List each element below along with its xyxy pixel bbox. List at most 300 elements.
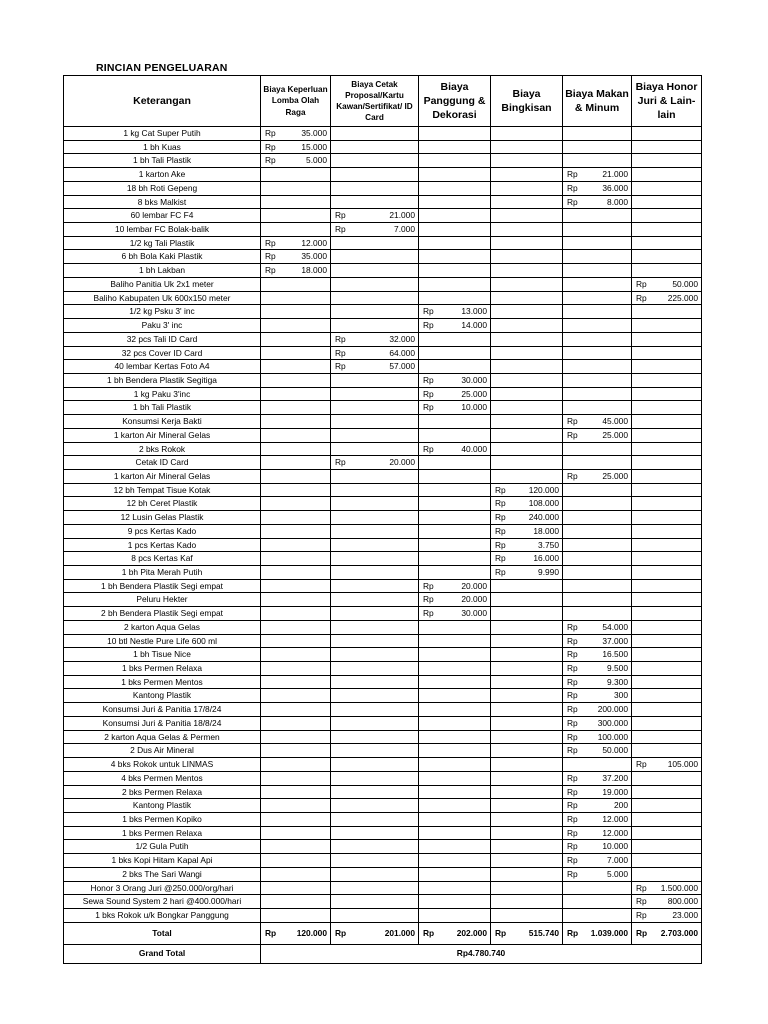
amount-cell <box>331 497 419 511</box>
amount-cell <box>632 730 702 744</box>
amount-cell <box>331 758 419 772</box>
amount-value: 12.000 <box>602 827 628 838</box>
amount-cell <box>261 469 331 483</box>
amount-cell <box>419 195 491 209</box>
amount-cell <box>632 195 702 209</box>
amount-value: 300.000 <box>597 717 628 728</box>
amount-cell <box>632 908 702 922</box>
currency-label: Rp <box>335 210 346 221</box>
amount-cell <box>331 785 419 799</box>
currency-label: Rp <box>423 402 434 413</box>
amount-cell <box>261 812 331 826</box>
row-description: 1 karton Ake <box>64 168 261 182</box>
amount-cell <box>419 140 491 154</box>
header-olah-raga: Biaya Keperluan Lomba Olah Raga <box>261 76 331 127</box>
table-row <box>64 854 702 868</box>
currency-label: Rp <box>495 927 507 938</box>
row-description: 1/2 Gula Putih <box>64 840 261 854</box>
amount-value: 10.000 <box>461 402 487 413</box>
row-description: Baliho Panitia Uk 2x1 meter <box>64 277 261 291</box>
amount-cell <box>563 127 632 141</box>
amount-cell <box>563 360 632 374</box>
amount-cell <box>563 607 632 621</box>
amount-value: 9.500 <box>607 663 628 674</box>
amount-cell <box>632 140 702 154</box>
currency-label: Rp <box>567 813 578 824</box>
amount-cell <box>261 524 331 538</box>
currency-label: Rp <box>265 128 276 138</box>
row-description: 1 bks Permen Relaxa <box>64 826 261 840</box>
amount-cell <box>491 648 563 662</box>
amount-value: 300 <box>614 690 628 701</box>
amount-cell <box>563 181 632 195</box>
amount-cell <box>563 277 632 291</box>
amount-cell <box>563 456 632 470</box>
amount-cell <box>632 277 702 291</box>
amount-cell <box>632 168 702 182</box>
currency-label: Rp <box>567 841 578 852</box>
amount-cell <box>419 236 491 250</box>
amount-cell <box>563 401 632 415</box>
row-description: 1 bh Bendera Plastik Segi empat <box>64 579 261 593</box>
amount-cell <box>563 771 632 785</box>
amount-cell <box>419 209 491 223</box>
row-description: 2 karton Aqua Gelas & Permen <box>64 730 261 744</box>
amount-cell <box>491 428 563 442</box>
amount-cell <box>419 675 491 689</box>
amount-cell <box>261 223 331 237</box>
table-row <box>64 799 702 813</box>
amount-cell <box>632 579 702 593</box>
amount-cell <box>563 346 632 360</box>
amount-cell <box>491 634 563 648</box>
amount-cell <box>563 799 632 813</box>
amount-value: 800.000 <box>667 896 698 907</box>
amount-cell <box>261 566 331 580</box>
amount-cell <box>331 744 419 758</box>
row-description: 10 lembar FC Bolak-balik <box>64 223 261 237</box>
amount-cell <box>491 895 563 909</box>
table-row <box>64 689 702 703</box>
amount-cell <box>331 607 419 621</box>
amount-cell <box>331 634 419 648</box>
table-row <box>64 771 702 785</box>
amount-cell <box>491 332 563 346</box>
currency-label: Rp <box>636 882 647 893</box>
currency-label: Rp <box>335 333 346 344</box>
header-makan-minum: Biaya Makan & Minum <box>563 76 632 127</box>
amount-cell <box>331 566 419 580</box>
currency-label: Rp <box>567 704 578 715</box>
currency-label: Rp <box>567 416 578 427</box>
currency-label: Rp <box>335 347 346 358</box>
amount-cell <box>563 579 632 593</box>
amount-cell <box>331 524 419 538</box>
table-row <box>64 840 702 854</box>
amount-cell <box>261 607 331 621</box>
amount-value: 20.000 <box>389 457 415 468</box>
amount-cell <box>331 250 419 264</box>
amount-cell <box>632 469 702 483</box>
amount-cell <box>331 154 419 168</box>
amount-value: 12.000 <box>301 237 327 248</box>
row-description: 12 Lusin Gelas Plastik <box>64 511 261 525</box>
amount-cell <box>261 140 331 154</box>
amount-value: 54.000 <box>602 621 628 632</box>
amount-value: 30.000 <box>461 608 487 619</box>
currency-label: Rp <box>495 525 506 536</box>
table-row <box>64 758 702 772</box>
currency-label: Rp <box>423 927 435 938</box>
amount-cell <box>261 744 331 758</box>
amount-cell <box>331 264 419 278</box>
amount-cell <box>261 415 331 429</box>
amount-cell <box>491 442 563 456</box>
amount-cell <box>632 593 702 607</box>
amount-cell <box>419 566 491 580</box>
amount-cell <box>632 826 702 840</box>
amount-cell <box>632 305 702 319</box>
amount-cell <box>261 332 331 346</box>
amount-cell <box>632 511 702 525</box>
amount-value: 18.000 <box>533 525 559 536</box>
amount-cell <box>632 127 702 141</box>
amount-cell <box>419 168 491 182</box>
amount-cell <box>632 387 702 401</box>
amount-cell <box>491 291 563 305</box>
amount-cell <box>261 291 331 305</box>
table-row <box>64 442 702 456</box>
amount-cell <box>261 236 331 250</box>
amount-cell <box>632 497 702 511</box>
amount-cell <box>491 387 563 401</box>
currency-label: Rp <box>567 196 578 207</box>
amount-cell <box>261 799 331 813</box>
table-row <box>64 332 702 346</box>
table-row <box>64 181 702 195</box>
table-row <box>64 593 702 607</box>
table-row <box>64 264 702 278</box>
amount-cell <box>563 497 632 511</box>
amount-cell <box>331 895 419 909</box>
amount-cell <box>261 854 331 868</box>
amount-cell <box>331 854 419 868</box>
row-description: 2 bks Rokok <box>64 442 261 456</box>
amount-cell <box>491 716 563 730</box>
row-description: Konsumsi Juri & Panitia 17/8/24 <box>64 703 261 717</box>
amount-cell <box>419 744 491 758</box>
amount-cell <box>261 511 331 525</box>
amount-cell <box>419 428 491 442</box>
amount-cell <box>261 373 331 387</box>
row-description: 1 bks Rokok u/k Bongkar Panggung <box>64 908 261 922</box>
table-row <box>64 744 702 758</box>
amount-cell <box>491 566 563 580</box>
amount-value: 40.000 <box>461 443 487 454</box>
amount-cell <box>563 209 632 223</box>
row-description: 4 bks Permen Mentos <box>64 771 261 785</box>
amount-cell <box>419 264 491 278</box>
amount-cell <box>331 305 419 319</box>
amount-cell <box>563 223 632 237</box>
amount-value: 9.300 <box>607 676 628 687</box>
amount-cell <box>563 566 632 580</box>
row-description: 1 bks Permen Kopiko <box>64 812 261 826</box>
amount-cell <box>419 305 491 319</box>
amount-value: 30.000 <box>461 374 487 385</box>
currency-label: Rp <box>567 690 578 701</box>
amount-cell <box>491 373 563 387</box>
amount-cell <box>331 675 419 689</box>
amount-cell <box>563 264 632 278</box>
table-row <box>64 469 702 483</box>
currency-label: Rp <box>567 717 578 728</box>
amount-cell <box>563 908 632 922</box>
amount-cell <box>563 675 632 689</box>
amount-cell <box>419 703 491 717</box>
amount-cell <box>632 401 702 415</box>
amount-cell <box>491 593 563 607</box>
currency-label: Rp <box>423 594 434 605</box>
table-row <box>64 579 702 593</box>
total-cell <box>261 922 331 944</box>
currency-label: Rp <box>265 251 276 262</box>
currency-label: Rp <box>265 155 276 166</box>
amount-cell <box>563 826 632 840</box>
amount-cell <box>491 360 563 374</box>
amount-value: 57.000 <box>389 361 415 372</box>
amount-cell <box>419 634 491 648</box>
amount-cell <box>419 812 491 826</box>
amount-cell <box>261 428 331 442</box>
header-honor-juri: Biaya Honor Juri & Lain-lain <box>632 76 702 127</box>
row-description: 6 bh Bola Kaki Plastik <box>64 250 261 264</box>
amount-cell <box>632 360 702 374</box>
row-description: 4 bks Rokok untuk LINMAS <box>64 758 261 772</box>
amount-cell <box>419 620 491 634</box>
expense-table <box>63 75 702 964</box>
currency-label: Rp <box>567 745 578 756</box>
amount-cell <box>563 483 632 497</box>
amount-cell <box>261 634 331 648</box>
amount-cell <box>331 826 419 840</box>
amount-cell <box>261 675 331 689</box>
amount-cell <box>491 250 563 264</box>
amount-cell <box>419 785 491 799</box>
currency-label: Rp <box>423 306 434 317</box>
amount-cell <box>261 250 331 264</box>
amount-cell <box>563 812 632 826</box>
amount-cell <box>491 689 563 703</box>
amount-cell <box>261 908 331 922</box>
row-description: 1 bks Kopi Hitam Kapal Api <box>64 854 261 868</box>
amount-cell <box>331 127 419 141</box>
amount-cell <box>491 552 563 566</box>
currency-label: Rp <box>335 927 347 938</box>
total-value: 120.000 <box>296 927 327 938</box>
row-description: Paku 3' inc <box>64 319 261 333</box>
amount-cell <box>331 716 419 730</box>
amount-value: 23.000 <box>672 909 698 920</box>
table-row <box>64 401 702 415</box>
amount-cell <box>331 579 419 593</box>
amount-cell <box>419 127 491 141</box>
amount-cell <box>491 812 563 826</box>
amount-value: 25.000 <box>461 388 487 399</box>
amount-cell <box>491 236 563 250</box>
amount-cell <box>632 524 702 538</box>
table-row <box>64 236 702 250</box>
table-row <box>64 346 702 360</box>
amount-cell <box>491 277 563 291</box>
amount-cell <box>419 840 491 854</box>
amount-cell <box>419 758 491 772</box>
row-description: Konsumsi Kerja Bakti <box>64 415 261 429</box>
grand-total-value: Rp4.780.740 <box>261 944 702 963</box>
amount-cell <box>491 401 563 415</box>
table-row <box>64 291 702 305</box>
amount-cell <box>563 840 632 854</box>
amount-value: 36.000 <box>602 182 628 193</box>
amount-cell <box>563 648 632 662</box>
amount-value: 1.500.000 <box>660 882 698 893</box>
amount-cell <box>563 785 632 799</box>
amount-cell <box>331 346 419 360</box>
amount-value: 9.990 <box>538 567 559 577</box>
amount-cell <box>261 127 331 141</box>
amount-cell <box>632 744 702 758</box>
amount-cell <box>419 895 491 909</box>
amount-cell <box>261 401 331 415</box>
row-description: 2 karton Aqua Gelas <box>64 620 261 634</box>
amount-cell <box>632 854 702 868</box>
amount-cell <box>632 154 702 168</box>
currency-label: Rp <box>567 786 578 797</box>
table-row <box>64 566 702 580</box>
amount-cell <box>563 867 632 881</box>
amount-cell <box>419 291 491 305</box>
currency-label: Rp <box>567 621 578 632</box>
amount-cell <box>331 689 419 703</box>
amount-cell <box>632 648 702 662</box>
currency-label: Rp <box>495 512 506 523</box>
total-cell <box>563 922 632 944</box>
amount-cell <box>563 332 632 346</box>
row-description: Honor 3 Orang Juri @250.000/org/hari <box>64 881 261 895</box>
currency-label: Rp <box>495 484 506 495</box>
amount-cell <box>563 469 632 483</box>
row-description: 12 bh Ceret Plastik <box>64 497 261 511</box>
total-value: 515.740 <box>528 927 559 938</box>
row-description: Peluru Hekter <box>64 593 261 607</box>
amount-cell <box>632 373 702 387</box>
amount-cell <box>331 840 419 854</box>
table-row <box>64 250 702 264</box>
amount-cell <box>261 209 331 223</box>
table-row <box>64 730 702 744</box>
amount-cell <box>331 511 419 525</box>
amount-cell <box>632 771 702 785</box>
table-row <box>64 373 702 387</box>
amount-cell <box>419 648 491 662</box>
amount-cell <box>331 387 419 401</box>
amount-cell <box>261 895 331 909</box>
currency-label: Rp <box>423 608 434 619</box>
amount-cell <box>491 758 563 772</box>
table-row <box>64 277 702 291</box>
amount-cell <box>632 799 702 813</box>
amount-value: 7.000 <box>394 224 415 235</box>
amount-cell <box>419 524 491 538</box>
row-description: Konsumsi Juri & Panitia 18/8/24 <box>64 716 261 730</box>
amount-cell <box>491 785 563 799</box>
table-row <box>64 524 702 538</box>
currency-label: Rp <box>265 141 276 152</box>
amount-cell <box>261 771 331 785</box>
amount-value: 13.000 <box>461 306 487 317</box>
amount-cell <box>491 223 563 237</box>
amount-cell <box>491 908 563 922</box>
table-row <box>64 662 702 676</box>
amount-cell <box>261 483 331 497</box>
amount-cell <box>331 168 419 182</box>
table-row <box>64 826 702 840</box>
table-row <box>64 428 702 442</box>
table-row <box>64 812 702 826</box>
currency-label: Rp <box>636 292 647 303</box>
row-description: Kantong Plastik <box>64 799 261 813</box>
amount-value: 45.000 <box>602 416 628 427</box>
table-row <box>64 785 702 799</box>
amount-cell <box>563 291 632 305</box>
amount-value: 50.000 <box>602 745 628 756</box>
total-value: 202.000 <box>456 927 487 938</box>
amount-cell <box>331 181 419 195</box>
amount-cell <box>563 662 632 676</box>
amount-cell <box>419 373 491 387</box>
amount-cell <box>261 538 331 552</box>
amount-cell <box>419 826 491 840</box>
amount-cell <box>419 607 491 621</box>
currency-label: Rp <box>636 278 647 289</box>
row-description: 2 bks Permen Relaxa <box>64 785 261 799</box>
table-row <box>64 154 702 168</box>
currency-label: Rp <box>567 800 578 811</box>
amount-cell <box>632 785 702 799</box>
amount-cell <box>331 332 419 346</box>
amount-cell <box>419 469 491 483</box>
currency-label: Rp <box>567 855 578 866</box>
row-description: 9 pcs Kertas Kado <box>64 524 261 538</box>
header-bingkisan: Biaya Bingkisan <box>491 76 563 127</box>
table-row <box>64 908 702 922</box>
row-description: 1 kg Paku 3'inc <box>64 387 261 401</box>
amount-cell <box>491 140 563 154</box>
amount-cell <box>632 840 702 854</box>
amount-cell <box>331 648 419 662</box>
amount-cell <box>632 428 702 442</box>
amount-value: 7.000 <box>607 855 628 866</box>
amount-value: 10.000 <box>602 841 628 852</box>
total-cell <box>491 922 563 944</box>
amount-cell <box>491 662 563 676</box>
amount-cell <box>491 744 563 758</box>
currency-label: Rp <box>423 580 434 591</box>
amount-value: 32.000 <box>389 333 415 344</box>
amount-cell <box>261 497 331 511</box>
row-description: Cetak ID Card <box>64 456 261 470</box>
currency-label: Rp <box>567 649 578 660</box>
